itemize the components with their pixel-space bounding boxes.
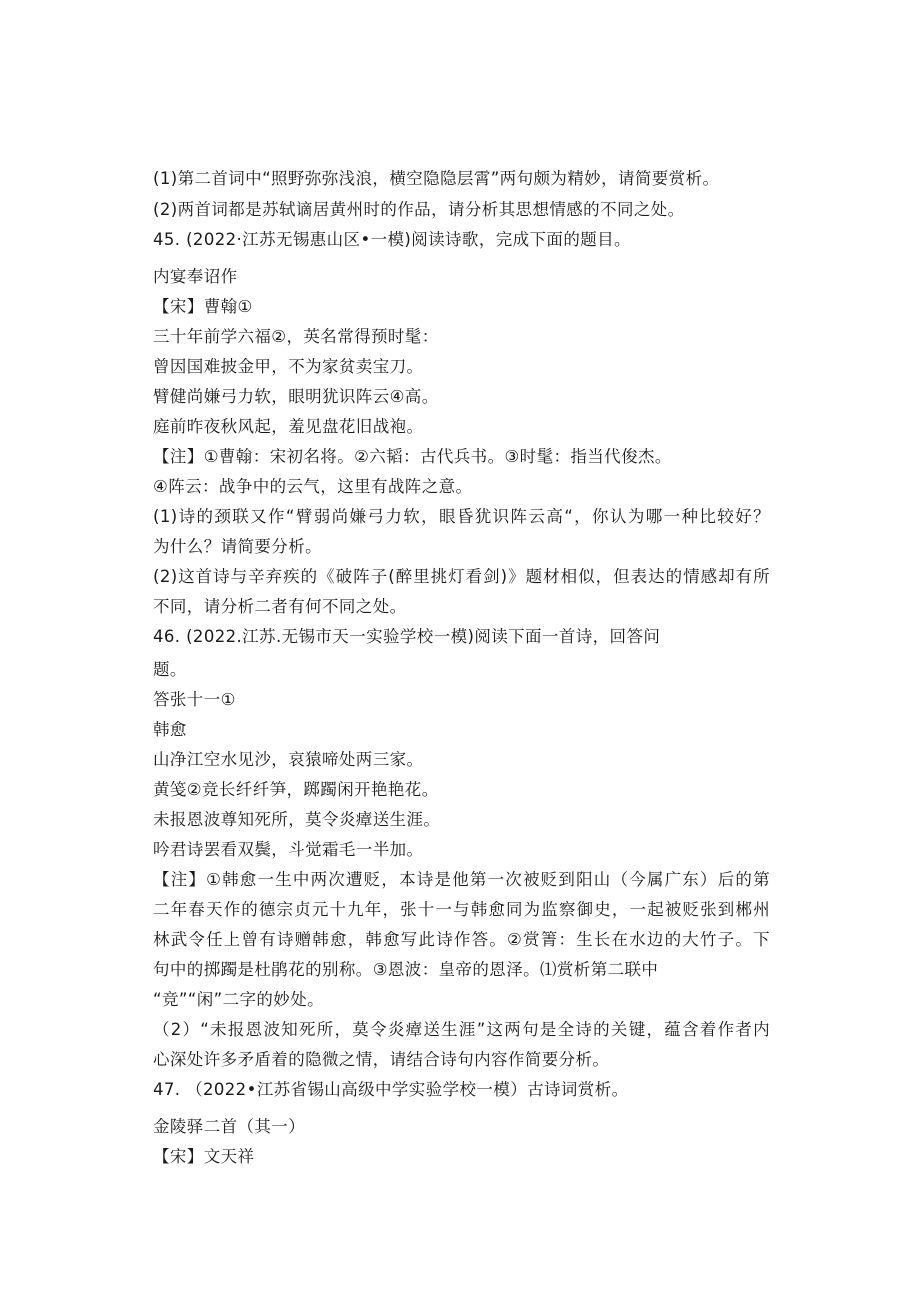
question-45-1: (1)诗的颈联又作“臂弱尚嫌弓力软，眼昏犹识阵云高“，你认为哪一种比较好？	[153, 507, 770, 526]
question-44-2: (2)两首词都是苏轼谪居黄州时的作品，请分析其思想情感的不同之处。	[153, 200, 685, 219]
poem-line: 三十年前学六福②，英名常得预时髦：	[153, 327, 439, 346]
question-46-2: （2）“未报恩波知死所，莫令炎瘴送生涯”这两句是全诗的关键，蕴含着作者内	[153, 1020, 770, 1039]
poem-author: 【宋】文天祥	[153, 1147, 255, 1166]
question-45-1-cont: 为什么？请简要分析。	[153, 537, 322, 556]
poem-line: 曾因国难披金甲，不为家贫卖宝刀。	[153, 357, 424, 376]
poem-title: 金陵驿二首（其一）	[153, 1117, 306, 1136]
poem-note: ④阵云：战争中的云气，这里有战阵之意。	[153, 477, 473, 496]
poem-line: 黄笺②竞长纤纤笋，踯躅闲开艳艳花。	[153, 780, 439, 799]
poem-note: 【注】①韩愈一生中两次遭贬，本诗是他第一次被贬到阳山（今属广东）后的第	[153, 870, 770, 889]
poem-author: 【宋】曹翰①	[153, 297, 253, 316]
question-45-2-cont: 不同，请分析二者有何不同之处。	[153, 597, 407, 616]
question-46-1-cont: “竞”“闲”二字的妙处。	[153, 990, 324, 1009]
question-46-2-cont: 心深处许多矛盾着的隐微之情，请结合诗句内容作简要分析。	[153, 1050, 610, 1069]
poem-line: 庭前昨夜秋风起，羞见盘花旧战袍。	[153, 417, 424, 436]
question-47-heading: 47. （2022•江苏省锡山高级中学实验学校一模）古诗词赏析。	[153, 1080, 629, 1099]
poem-title: 内宴奉诏作	[153, 267, 238, 286]
question-45-heading: 45. (2022·江苏无锡惠山区•一模)阅读诗歌，完成下面的题目。	[153, 230, 631, 249]
poem-title: 答张十一①	[153, 690, 236, 709]
poem-note: 【注】①曹翰：宋初名将。②六韬：古代兵书。③时髦：指当代俊杰。	[153, 447, 672, 466]
poem-line: 吟君诗罢看双鬓，斗觉霜毛一半加。	[153, 840, 424, 859]
question-44-1: (1)第二首词中“照野弥弥浅浪，横空隐隐层霄”两句颇为精妙，请简要赏析。	[153, 169, 720, 188]
question-46-heading: 46. (2022.江苏.无锡市天一实验学校一模)阅读下面一首诗，回答问	[153, 627, 661, 646]
question-45-2: (2)这首诗与辛弃疾的《破阵子(醉里挑灯看剑)》题材相似，但表达的情感却有所	[153, 567, 770, 586]
poem-note: 林武令任上曾有诗赠韩愈，韩愈写此诗作答。②赏箐：生长在水边的大竹子。下	[153, 930, 770, 949]
poem-line: 臂健尚嫌弓力软，眼明犹识阵云④高。	[153, 387, 439, 406]
poem-line: 山净江空水见沙，哀猿啼处两三家。	[153, 750, 424, 769]
question-46-1: 句中的掷躅是杜鹃花的别称。③恩波：皇帝的恩泽。⑴赏析第二联中	[153, 960, 659, 979]
poem-author: 韩愈	[153, 720, 187, 739]
poem-line: 未报恩波尊知死所，莫令炎瘴送生涯。	[153, 810, 441, 829]
question-46-heading-cont: 题。	[153, 660, 187, 679]
poem-note: 二年春天作的德宗贞元十九年，张十一与韩愈同为监察御史，一起被贬张到郴州	[153, 900, 770, 919]
